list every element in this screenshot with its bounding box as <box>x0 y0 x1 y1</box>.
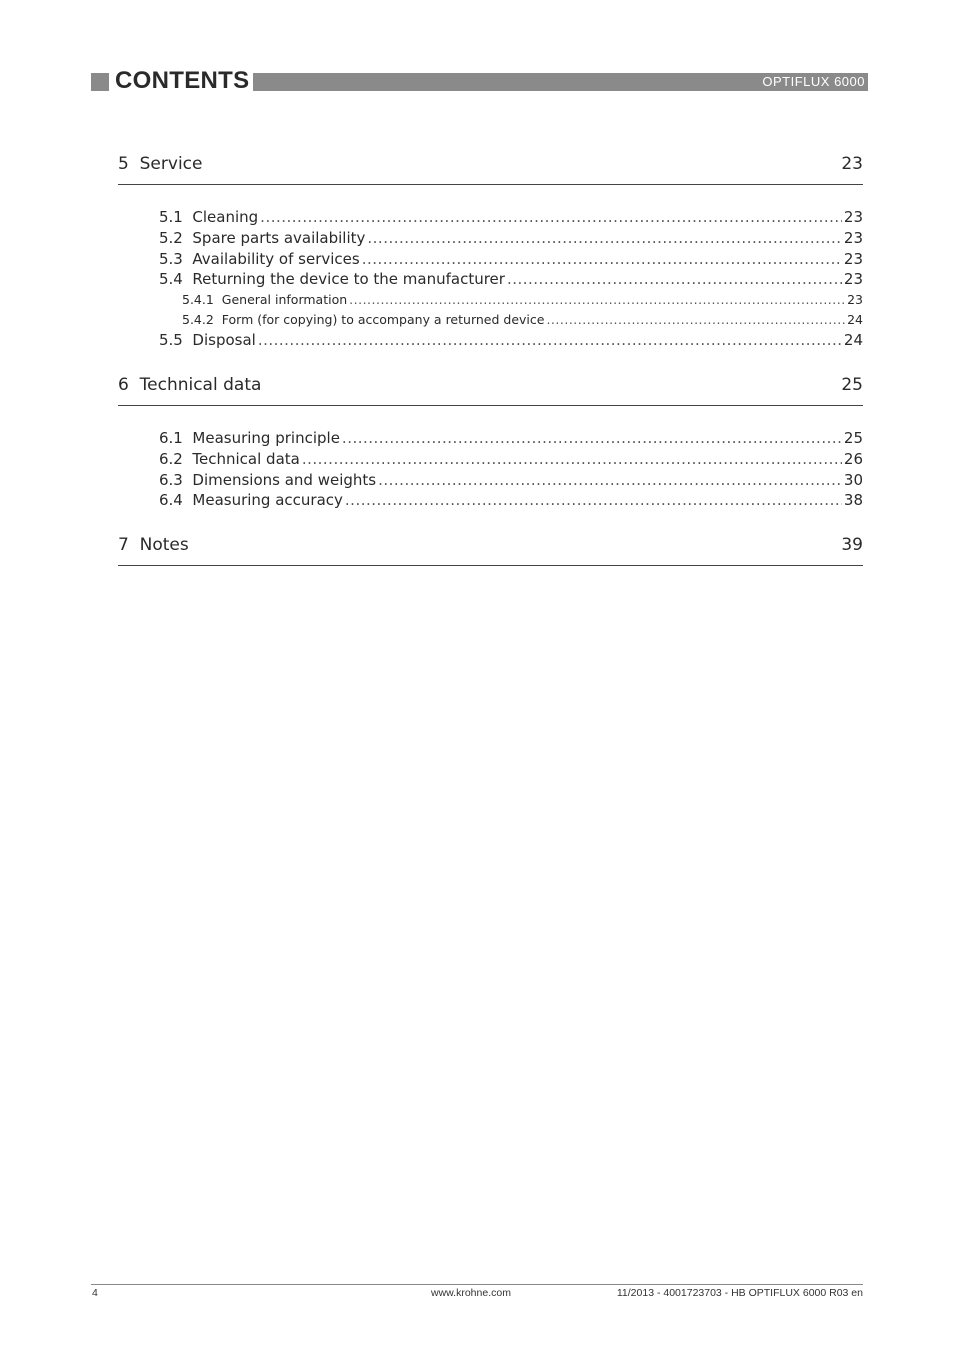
toc-entry-label: Form (for copying) to accompany a returned device <box>221 312 545 328</box>
toc-entry-number: 5.4.1 <box>182 292 214 308</box>
toc-chapter-7[interactable] <box>118 531 863 566</box>
dot-leader <box>260 207 842 228</box>
toc-entry-5-5[interactable] <box>118 330 863 351</box>
toc-entry-number: 6.2 <box>159 449 183 468</box>
page-title: CONTENTS <box>115 67 250 94</box>
toc-entry-list <box>118 428 863 511</box>
toc-entry-5-3[interactable] <box>118 249 863 270</box>
toc-entry-label: Returning the device to the manufacturer <box>192 270 505 289</box>
toc-entry-number: 6.4 <box>159 491 183 510</box>
toc-entry-page: 24 <box>843 331 863 350</box>
toc-chapter-5[interactable] <box>118 150 863 185</box>
product-name: OPTIFLUX 6000 <box>762 74 865 89</box>
dot-leader <box>342 428 842 449</box>
toc-chapter-label: Notes <box>139 535 189 556</box>
toc-entry-page: 23 <box>843 208 863 226</box>
toc-entry-page: 23 <box>843 249 863 268</box>
toc-chapter-page: 39 <box>841 535 863 556</box>
toc-entry-number: 5.4 <box>159 270 183 289</box>
toc-entry-6-4[interactable] <box>118 490 863 511</box>
toc-chapter-number: 7 <box>118 535 129 556</box>
toc-chapter-6[interactable] <box>118 371 863 406</box>
dot-leader <box>367 228 842 249</box>
toc-entry-5-2[interactable] <box>118 228 863 249</box>
toc-entry-6-2[interactable] <box>118 449 863 470</box>
toc-entry-list <box>118 207 863 351</box>
toc-entry-5-4[interactable] <box>118 269 863 290</box>
toc-entry-page: 23 <box>843 228 863 247</box>
toc-entry-page: 23 <box>847 292 863 308</box>
toc-entry-number: 5.3 <box>159 249 183 268</box>
toc-entry-5-4-2[interactable] <box>118 310 863 330</box>
toc-entry-label: Cleaning <box>192 208 259 226</box>
dot-leader <box>349 290 845 310</box>
toc-entry-label: Spare parts availability <box>192 228 366 247</box>
toc-chapter-label: Technical data <box>139 374 262 395</box>
toc-chapter-page: 25 <box>841 374 863 395</box>
toc-entry-page: 23 <box>843 270 863 289</box>
footer-document-reference: 11/2013 - 4001723703 - HB OPTIFLUX 6000 R03 en <box>616 1287 863 1299</box>
footer-website[interactable]: www.krohne.com <box>431 1287 511 1299</box>
toc-entry-page: 30 <box>843 470 863 489</box>
table-of-contents <box>118 150 863 586</box>
toc-entry-5-1[interactable] <box>118 207 863 228</box>
toc-entry-number: 6.3 <box>159 470 183 489</box>
toc-chapter-title <box>118 150 202 178</box>
toc-entry-label: Dimensions and weights <box>192 470 377 489</box>
dot-leader <box>302 449 842 470</box>
toc-entry-label: Measuring principle <box>192 428 340 447</box>
page-header <box>91 68 868 96</box>
dot-leader <box>362 249 842 270</box>
toc-chapter-page: 23 <box>841 154 863 174</box>
toc-entry-number: 5.2 <box>159 228 183 247</box>
dot-leader <box>345 490 842 511</box>
toc-entry-number: 5.5 <box>159 331 183 350</box>
toc-entry-label: Technical data <box>192 449 300 468</box>
dot-leader <box>546 310 845 330</box>
dot-leader <box>378 470 842 491</box>
page-footer <box>91 1284 863 1305</box>
toc-entry-label: Disposal <box>192 331 256 350</box>
toc-entry-6-1[interactable] <box>118 428 863 449</box>
toc-entry-page: 25 <box>843 428 863 447</box>
dot-leader <box>507 269 842 290</box>
toc-entry-number: 5.4.2 <box>182 312 214 328</box>
toc-chapter-number: 6 <box>118 374 129 395</box>
toc-chapter-label: Service <box>139 154 203 174</box>
toc-chapter-number: 5 <box>118 154 129 174</box>
toc-entry-label: Availability of services <box>192 249 360 268</box>
toc-entry-number: 5.1 <box>159 208 183 226</box>
toc-chapter-title <box>118 371 261 399</box>
toc-entry-page: 26 <box>843 449 863 468</box>
toc-entry-label: Measuring accuracy <box>192 491 343 510</box>
toc-entry-number: 6.1 <box>159 428 183 447</box>
toc-entry-5-4-1[interactable] <box>118 290 863 310</box>
footer-page-number: 4 <box>92 1287 98 1299</box>
toc-chapter-title <box>118 531 189 559</box>
toc-entry-6-3[interactable] <box>118 470 863 491</box>
toc-entry-page: 38 <box>843 491 863 510</box>
toc-entry-label: General information <box>221 292 348 308</box>
header-marker-block <box>91 73 109 91</box>
toc-entry-page: 24 <box>847 312 863 328</box>
dot-leader <box>258 330 842 351</box>
